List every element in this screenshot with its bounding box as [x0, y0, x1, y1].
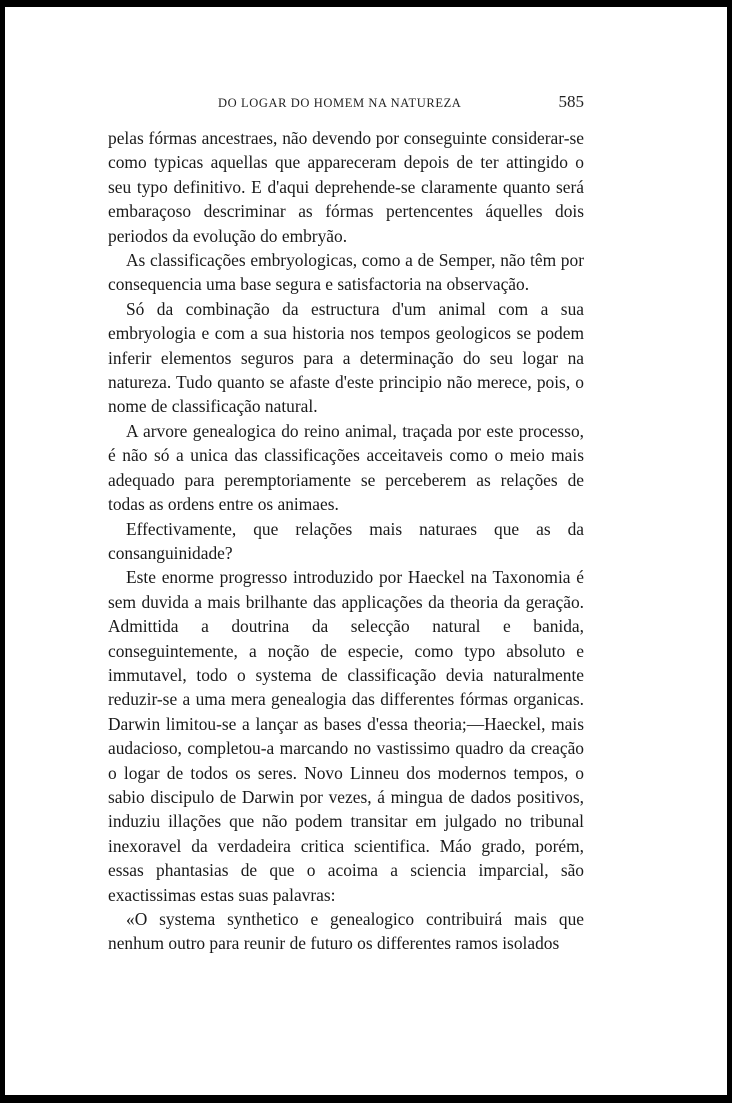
- scan-border-left: [0, 0, 5, 1103]
- paragraph-5: Effectivamente, que relações mais naturaes que as da consanguinidade?: [108, 518, 584, 563]
- body-text: [108, 126, 584, 956]
- scan-border-bottom: [0, 1095, 732, 1103]
- running-title: DO LOGAR DO HOMEM NA NATUREZA: [218, 96, 462, 110]
- paragraph-7: «O systema synthetico e genealogico contribuirá mais que nenhum outro para reunir de futuro os differentes ramos isolados: [108, 909, 584, 954]
- paragraph-4: A arvore genealogica do reino animal, traçada por este processo, é não só a unica das classificações acceitaveis como o meio mais adequado para peremptoriamente se perceberem as relações de todas as ordens entre os animaes.: [108, 420, 584, 515]
- scan-border-top: [0, 0, 732, 7]
- page-number: 585: [558, 92, 584, 111]
- paragraph-1: pelas fórmas ancestraes, não devendo por conseguinte considerar-se como typicas aquellas que appareceram depois de ter attingido o seu typo definitivo. E d'aqui deprehende-se claramente quanto será embaraçoso descriminar as fórmas pertencentes áquelles dois periodos da evolução do embryão.: [108, 128, 584, 246]
- page-header: [108, 92, 584, 116]
- paragraph-3: Só da combinação da estructura d'um animal com a sua embryologia e com a sua historia nos tempos geologicos se podem inferir elementos seguros para a determinação do seu logar na natureza. Tudo quanto se afaste d'este principio não merece, pois, o nome de classificação natural.: [108, 298, 584, 417]
- scan-border-right: [727, 0, 732, 1103]
- paragraph-6: Este enorme progresso introduzido por Haeckel na Taxonomia é sem duvida a mais brilhante das applicações da theoria da geração. Admittida a doutrina da selecção natural e banida, conseguintemente, a noção de especie, como typo absoluto e immutavel, todo o systema de classificação devia naturalmente reduzir-se a uma mera genealogia das differentes fórmas organicas. Darwin limitou-se a lançar as bases d'essa theoria;—Haeckel, mais audacioso, completou-a marcando no vastissimo quadro da creação o logar de todos os seres. Novo Linneu dos modernos tempos, o sabio discipulo de Darwin por vezes, á mingua de dados positivos, induziu illações que não podem transitar em julgado no tribunal inexoravel da verdadeira critica scientifica. Máo grado, porém, essas phantasias de que o acoima a sciencia imparcial, são exactissimas estas suas palavras:: [108, 567, 584, 905]
- paragraph-2: As classificações embryologicas, como a de Semper, não têm por consequencia uma base segura e satisfactoria na observação.: [108, 250, 584, 295]
